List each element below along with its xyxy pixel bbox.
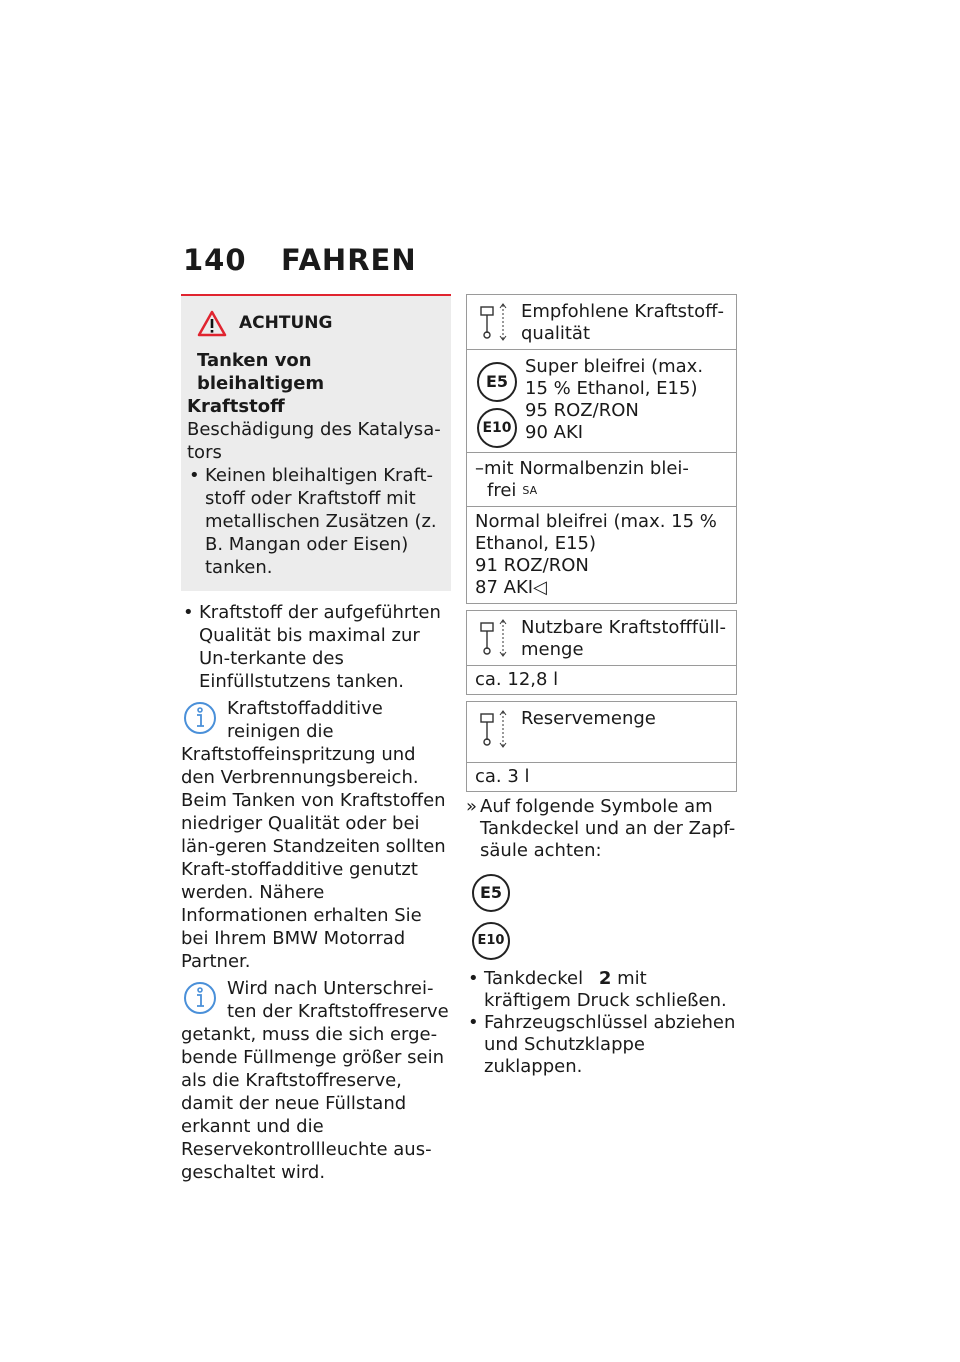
fuel-capacity-table (466, 610, 737, 695)
warning-title-line2: Kraftstoff (187, 396, 285, 417)
normal-fuel-row (467, 506, 736, 603)
normal-fuel-line4: 87 AKI◁ (475, 577, 547, 598)
warning-instruction: • Keinen bleihaltigen Kraft-stoff oder Kraftstoff mit metallischen Zusätzen (z. B. Mangan oder Eisen) tanken. (187, 464, 443, 579)
special-equipment-marker: SA (522, 484, 538, 497)
normal-fuel-line2: Ethanol, E15) (475, 533, 597, 554)
page-number: 140 (183, 243, 247, 277)
warning-box (181, 294, 451, 591)
super-fuel-line4: 90 AKI (525, 422, 584, 443)
fuel-quality-header (467, 295, 736, 349)
info-text-additives: Kraftstoffadditive reinigen die Kraftstoffeinspritzung und den Verbrennungsbereich. Beim Tanken von Kraftstoffen niedriger Qualität oder bei län-geren Standzeiten sollten Kraft-stoffadditive genutzt werden. Nähere Informationen erhalten Sie bei Ihrem BMW Motorrad Partner. (181, 698, 446, 972)
info-icon (183, 701, 217, 735)
step-remove-key: • Fahrzeugschlüssel abziehen und Schutzklappe zuklappen. (466, 1012, 737, 1078)
fuel-quality-title-line2: qualität (521, 323, 591, 344)
fuel-quality-title-line1: Empfohlene Kraftstoff- (521, 301, 725, 322)
e5-badge-icon: E5 (477, 362, 517, 402)
warning-consequence-line2: tors (187, 442, 222, 463)
e5-badge-icon: E5 (472, 874, 510, 912)
engine-piston-icon (477, 617, 511, 657)
reserve-label: Reservemenge (521, 708, 656, 729)
page-header (183, 243, 417, 277)
warning-triangle-icon (197, 310, 227, 337)
info-note-additives (181, 697, 451, 973)
info-note-reserve (181, 977, 451, 1184)
regular-option-line2: frei (487, 480, 517, 501)
warning-header (197, 310, 443, 337)
step-close-cap-post: mit kräftigem Druck schließen. (484, 968, 727, 1011)
warning-title-line1: Tanken von bleihaltigem (197, 350, 325, 394)
warning-consequence-line1: Beschädigung des Katalysa- (187, 419, 441, 440)
super-fuel-line3: 95 ROZ/RON (525, 400, 639, 421)
engine-piston-icon (477, 301, 511, 341)
step-close-cap-pre: Tankdeckel (484, 968, 584, 989)
e10-badge-icon: E10 (472, 922, 510, 960)
super-fuel-line2: 15 % Ethanol, E15) (525, 378, 698, 399)
regular-option-line1: –mit Normalbenzin blei- (475, 458, 689, 479)
engine-piston-icon (477, 708, 511, 748)
info-icon (183, 981, 217, 1015)
e10-badge-icon: E10 (477, 408, 517, 448)
fuel-capacity-value: ca. 12,8 l (467, 665, 736, 694)
info-text-reserve: Wird nach Unterschrei-ten der Kraftstoffreserve getankt, muss die sich erge-bende Füllmenge größer sein als die Kraftstoffreserve, damit der neue Füllstand erkannt und die Reservekontrollleuchte aus-geschaltet wird. (181, 978, 449, 1183)
normal-fuel-line3: 91 ROZ/RON (475, 555, 589, 576)
fuel-reserve-header (467, 702, 736, 762)
super-fuel-line1: Super bleifrei (max. (525, 356, 704, 377)
warning-label: ACHTUNG (239, 313, 333, 333)
fuel-reserve-table (466, 701, 737, 792)
left-column (181, 294, 451, 1184)
fuel-capacity-header (467, 611, 736, 665)
callout-number: 2 (598, 968, 612, 989)
super-fuel-row (467, 349, 736, 452)
regular-fuel-option-row (467, 452, 736, 506)
capacity-label-line1: Nutzbare Kraftstofffüll- (521, 617, 727, 638)
right-column (466, 294, 737, 1078)
step-close-cap (466, 968, 737, 1012)
capacity-label-line2: menge (521, 639, 584, 660)
section-title: FAHREN (281, 243, 417, 277)
symbol-e10 (472, 922, 737, 960)
normal-fuel-line1: Normal bleifrei (max. 15 % (475, 511, 717, 532)
fuel-reserve-value: ca. 3 l (467, 762, 736, 791)
symbol-note: » Auf folgende Symbole am Tankdeckel und an der Zapf-säule achten: (466, 796, 737, 862)
fuel-step: • Kraftstoff der aufgeführten Qualität bis maximal zur Un-terkante des Einfüllstutzens tanken. (181, 601, 451, 693)
symbol-e5 (472, 874, 737, 912)
fuel-quality-table (466, 294, 737, 604)
